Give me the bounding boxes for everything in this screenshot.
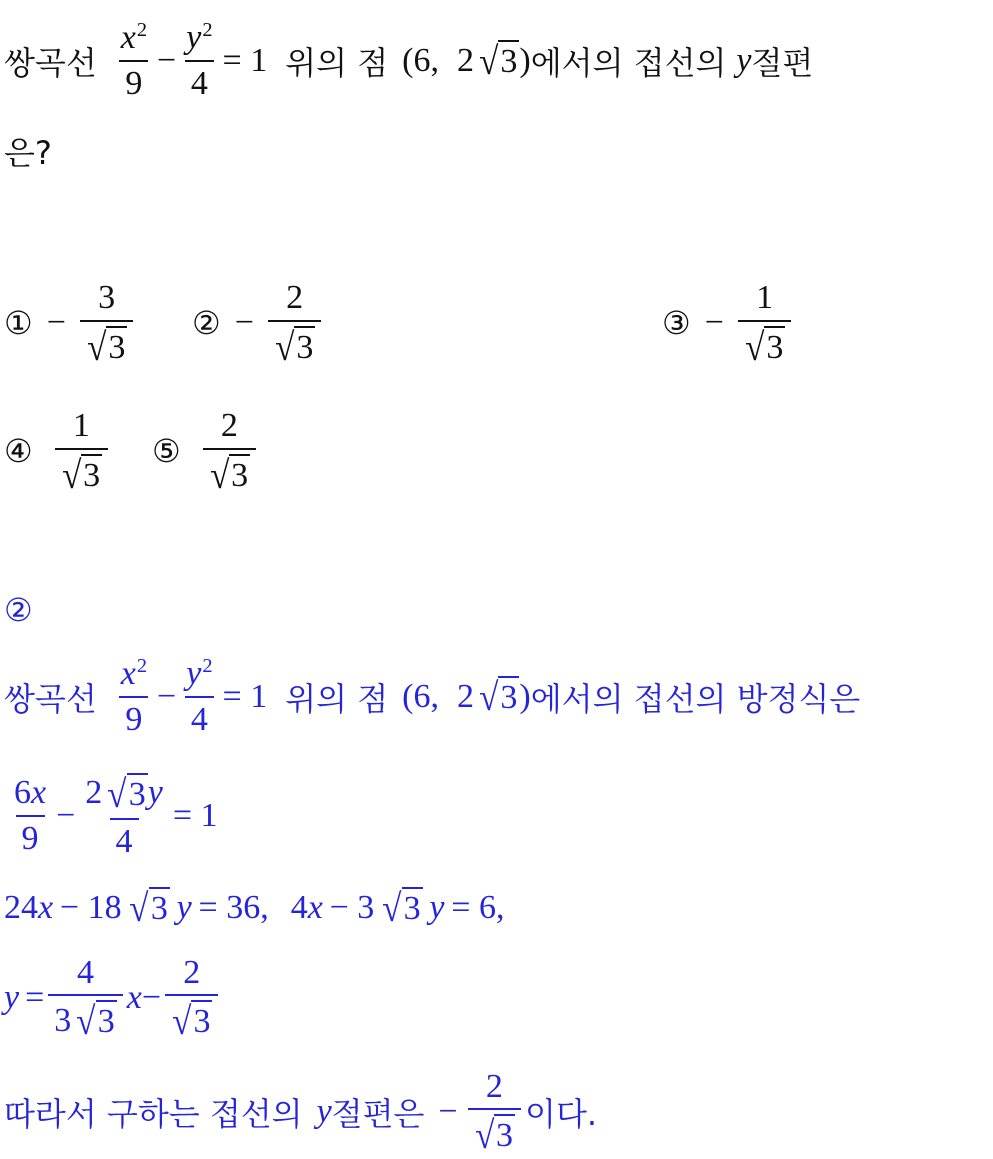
option-fraction: 1 √ 3 <box>738 280 791 367</box>
answer-line-3: 24 x − 18 √ 3 y = 36, 4 x − 3 √ 3 y = 6, <box>4 887 505 931</box>
option-fraction: 2 √ 3 <box>268 280 321 367</box>
option-3[interactable]: ③ − 1 √ 3 <box>662 280 795 367</box>
option-marker: ① <box>4 304 33 343</box>
answer-line-2: 6 x 9 − 2 √ 3 y 4 = 1 <box>14 772 218 860</box>
option-2[interactable]: ② − 2 √ 3 <box>192 280 325 367</box>
option-5[interactable] <box>152 408 260 495</box>
question-fraction-x: x 2 9 <box>120 19 148 102</box>
option-marker: ③ <box>662 304 691 343</box>
question-after: 에서의 접선의 <box>530 44 727 82</box>
option-marker: ⑤ <box>152 432 181 471</box>
option-1[interactable]: ① − 3 √ 3 <box>4 280 137 367</box>
question-lead: 쌍곡선 <box>4 44 97 82</box>
answer-marker: ② <box>4 591 33 629</box>
question-fraction-y: y 2 4 <box>186 19 213 102</box>
question-line-2: 은? <box>4 134 52 172</box>
question-line-1: 쌍곡선 x 2 9 − y 2 4 = 1 위의 점 (6, 2 √ 3 ) 에서의 접선의 y 절편 <box>4 19 814 102</box>
option-marker: ④ <box>4 432 33 471</box>
question-point: (6, 2 √ 3 ) <box>402 40 531 84</box>
option-fraction: 3 √ 3 <box>80 280 133 367</box>
question-tail: 절편 <box>751 44 814 82</box>
answer-line-1: 쌍곡선 x 2 9 − y 2 4 = 1 위의 점 (6, 2 √ 3 ) 에서의 접선의 방정식은 <box>4 655 861 738</box>
option-fraction: 2 √ 3 <box>203 408 256 495</box>
answer-line-4: y = 4 3 √ 3 x − 2 √ 3 <box>4 950 222 1046</box>
option-fraction: 1 √ 3 <box>55 408 108 495</box>
option-4[interactable] <box>4 408 112 495</box>
question-mid: 위의 점 <box>285 44 389 82</box>
question-yvar: y <box>736 42 752 79</box>
question-eq-rhs: = 1 <box>222 42 268 79</box>
option-marker: ② <box>192 304 221 343</box>
answer-line-5: 따라서 구하는 접선의 y 절편은 − 2 √ 3 이다. <box>4 1067 598 1158</box>
